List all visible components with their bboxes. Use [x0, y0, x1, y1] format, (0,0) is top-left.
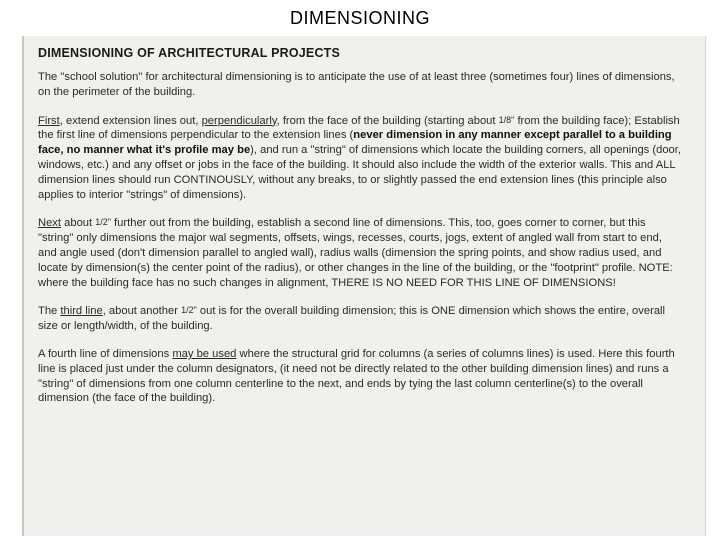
paragraph-third-line: [38, 303, 681, 334]
text-segment: from the building face); Establish the first line of dimensions perpendicular to the extension lines (: [38, 114, 680, 142]
paragraph-fourth-line: [38, 347, 681, 406]
paragraph-intro: The "school solution" for architectural dimensioning is to anticipate the use of at least three (sometimes four) lines of dimensions, on the perimeter of the building.: [38, 71, 675, 98]
text-segment: further out from the building, establish a second line of dimensions. This, too, goes corner to corner, but this "string" only dimensions the major wal segments, offsets, wings, recesses, courts, jogs, extent of angled wall from start to end, and angle used (don't dimension parallel to angled wall), radius walls (dimension the spring points, and show radius used, and locate by dimension(s) the center point of the radius), or other changes in the line of the building, or the "footprint" profile. NOTE: where the building face has no such changes in alignment, THERE IS NO NEED FOR THIS LINE OF DIMENSIONS!: [38, 217, 673, 289]
perpendicularly-keyword: perpendicularly: [201, 114, 277, 127]
text-segment: out is for the overall building dimension; this is ONE dimension which shows the entire, overall size or length/width, of the building.: [38, 305, 666, 333]
text-segment: The: [38, 305, 61, 318]
document-heading: DIMENSIONING OF ARCHITECTURAL PROJECTS: [38, 46, 341, 60]
may-be-used-keyword: may be used: [172, 347, 237, 360]
paragraph-first-line: [38, 113, 681, 203]
text-segment: , extend extension lines out,: [59, 114, 202, 127]
scanned-document: [22, 36, 706, 536]
third-line-keyword: third line: [60, 305, 103, 318]
text-segment: where the structural grid for columns (a series of columns lines) is used. Here this fourth line is placed just under the column designators, (it need not be directly related to the other building dimension lines) and runs a "string" of dimensions from one column centerline to the next, and ends by tying the last column centerline(s) to the overall dimension (the face of the building).: [38, 347, 675, 405]
next-keyword: Next: [38, 217, 62, 230]
fraction-one-eighth: 1/8": [498, 114, 515, 125]
text-segment: ), and run a "string" of dimensions which locate the building corners, all openings (door, windows, etc.) and any offset or jobs in the face of the building. It should also include the width of the exterior walls. This and ALL dimension lines should run CONTINOUSLY, without any breaks, to or slightly passed the end extension lines (this principle also applies to interior "strings" of dimensions).: [38, 144, 681, 201]
slide-title: DIMENSIONING: [289, 8, 430, 28]
text-segment: , from the face of the building (starting about: [276, 114, 499, 127]
first-keyword: First: [38, 114, 60, 127]
bold-rule: never dimension in any manner except parallel to a building face, no manner what it's profile may be: [38, 129, 672, 157]
fraction-one-half: 1/2": [181, 305, 197, 316]
paragraph-second-line: [38, 215, 681, 290]
fraction-one-half: 1/2": [95, 217, 111, 228]
text-segment: about: [61, 217, 96, 230]
text-segment: , about another: [102, 305, 182, 318]
text-segment: A fourth line of dimensions: [38, 347, 173, 360]
